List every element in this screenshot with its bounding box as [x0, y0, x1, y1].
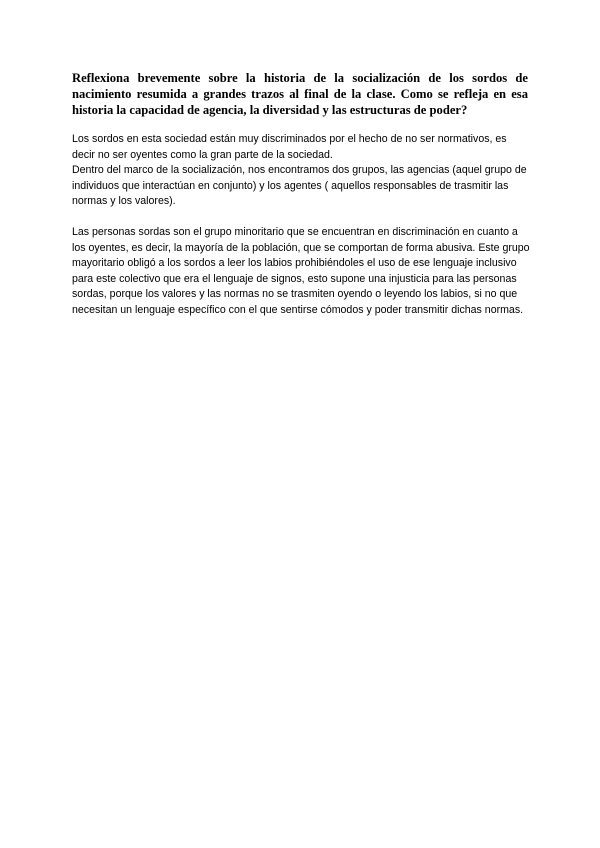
answer-paragraph-2: Dentro del marco de la socialización, nos encontramos dos grupos, las agencias (aquel grupo de individuos que interactúan en conjunto) y los agentes ( aquellos responsables de trasmitir las normas y los valores). — [72, 164, 527, 207]
answer-paragraph-3: Las personas sordas son el grupo minoritario que se encuentran en discriminación en cuanto a los oyentes, es decir, la mayoría de la población, que se comportan de forma abusiva. Este grupo mayoritario obligó a los sordos a leer los labios prohibiéndoles el uso de ese lenguaje inclusivo para este colectivo que era el lenguaje de signos, esto supone una injusticia para las personas sordas, porque los valores y las normas no se trasmiten oyendo o leyendo los labios, si no que necesitan un lenguaje específico con el que sentirse cómodos y poder transmitir dichas normas. — [72, 226, 530, 316]
question-heading: Reflexiona brevemente sobre la historia de la socialización de los sordos de nacimiento resumida a grandes trazos al final de la clase. Como se refleja en esa historia la capacidad de agencia, la diversidad y las estructuras de poder? — [72, 71, 528, 117]
answer-body — [72, 132, 532, 318]
answer-paragraph-1: Los sordos en esta sociedad están muy discriminados por el hecho de no ser normativos, es decir no ser oyentes como la gran parte de la sociedad. — [72, 133, 507, 161]
